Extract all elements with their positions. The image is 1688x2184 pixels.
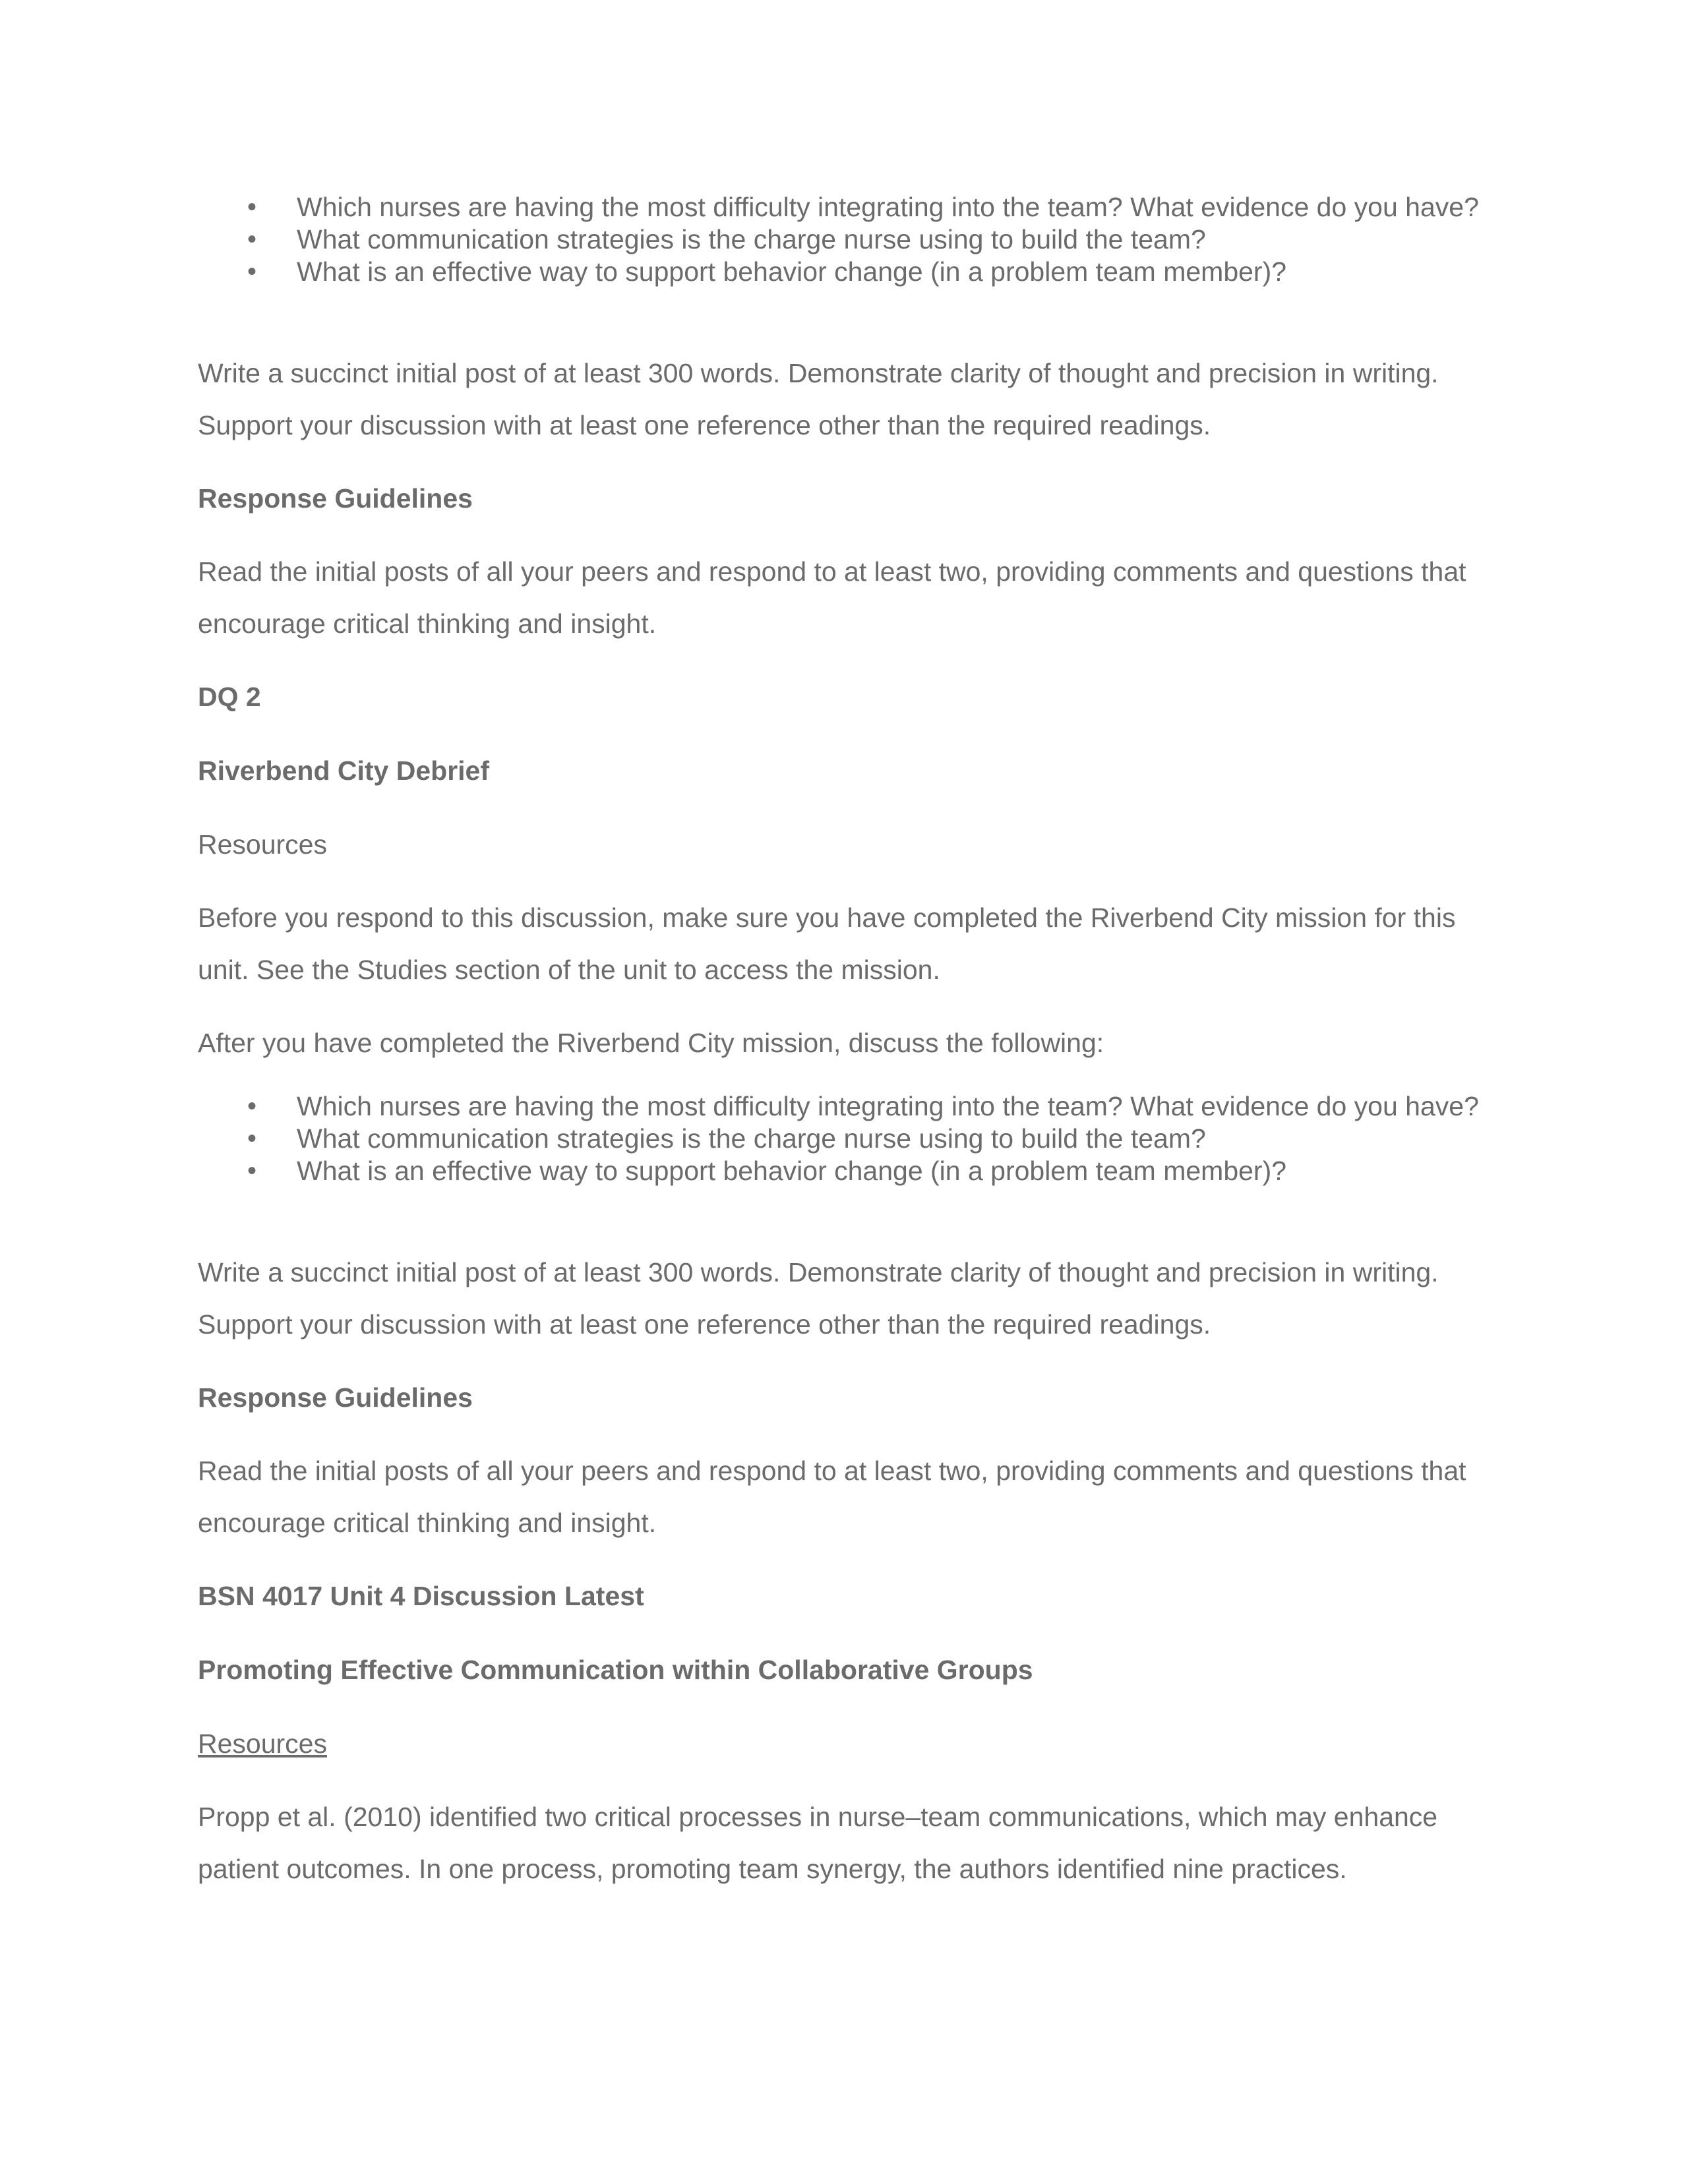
list-item-text: • Which nurses are having the most difficulty integrating into the team? What evidence do you have?: [297, 1091, 1479, 1121]
dq2-after-text: After you have completed the Riverbend City mission, discuss the following:: [198, 1028, 1104, 1058]
list-item: [198, 256, 1490, 288]
spacer: [198, 1549, 1490, 1580]
list-item: [198, 1123, 1490, 1155]
list-item-text: • What is an effective way to support behavior change (in a problem team member)?: [297, 256, 1287, 287]
list-item: [198, 191, 1490, 223]
list-item: [198, 1155, 1490, 1187]
spacer: [198, 1686, 1490, 1728]
response-guidelines-paragraph: Read the initial posts of all your peers and respond to at least two, providing comments and questions that encourage critical thinking and insight.: [198, 556, 1466, 639]
dq2-heading: DQ 2: [198, 682, 261, 712]
write-post-paragraph: Write a succinct initial post of at least 300 words. Demonstrate clarity of thought and precision in writing. Support your discussion with at least one reference other than the required readings.: [198, 358, 1439, 440]
spacer: [198, 1351, 1490, 1382]
dq2-intro-paragraph: Before you respond to this discussion, make sure you have completed the Riverbend City mission for this unit. See the Studies section of the unit to access the mission.: [198, 902, 1456, 985]
list-item: [198, 223, 1490, 256]
spacer: [198, 861, 1490, 892]
document-content: [198, 191, 1490, 1895]
list-item-text: • What communication strategies is the charge nurse using to build the team?: [297, 224, 1206, 254]
spacer: [198, 1059, 1490, 1090]
spacer: [198, 1187, 1490, 1247]
list-item-text: • What is an effective way to support behavior change (in a problem team member)?: [297, 1156, 1287, 1186]
spacer: [198, 787, 1490, 829]
spacer: [198, 1414, 1490, 1445]
write-post-paragraph: Write a succinct initial post of at least 300 words. Demonstrate clarity of thought and precision in writing. Support your discussion with at least one reference other than the required readings.: [198, 1257, 1439, 1340]
dq2-questions-list: [198, 1090, 1490, 1187]
unit4-body-paragraph: Propp et al. (2010) identified two critical processes in nurse–team communications, which may enhance patient outcomes. In one process, promoting team synergy, the authors identified nine practices.: [198, 1802, 1438, 1884]
unit4-heading: BSN 4017 Unit 4 Discussion Latest: [198, 1581, 644, 1611]
resources-link[interactable]: Resources: [198, 1728, 327, 1759]
spacer: [198, 515, 1490, 546]
unit4-title: Promoting Effective Communication within Collaborative Groups: [198, 1655, 1033, 1685]
list-item-text: • Which nurses are having the most difficulty integrating into the team? What evidence do you have?: [297, 192, 1479, 222]
spacer: [198, 713, 1490, 755]
resources-label: Resources: [198, 829, 327, 860]
spacer: [198, 288, 1490, 347]
discussion-questions-list: [198, 191, 1490, 288]
list-item: [198, 1090, 1490, 1123]
spacer: [198, 996, 1490, 1027]
spacer: [198, 452, 1490, 483]
spacer: [198, 1760, 1490, 1791]
list-item-text: • What communication strategies is the charge nurse using to build the team?: [297, 1123, 1206, 1154]
response-guidelines-heading: Response Guidelines: [198, 483, 473, 514]
spacer: [198, 650, 1490, 681]
dq2-title: Riverbend City Debrief: [198, 755, 489, 786]
spacer: [198, 1612, 1490, 1654]
response-guidelines-heading: Response Guidelines: [198, 1382, 473, 1413]
response-guidelines-paragraph: Read the initial posts of all your peers and respond to at least two, providing comments and questions that encourage critical thinking and insight.: [198, 1456, 1466, 1538]
